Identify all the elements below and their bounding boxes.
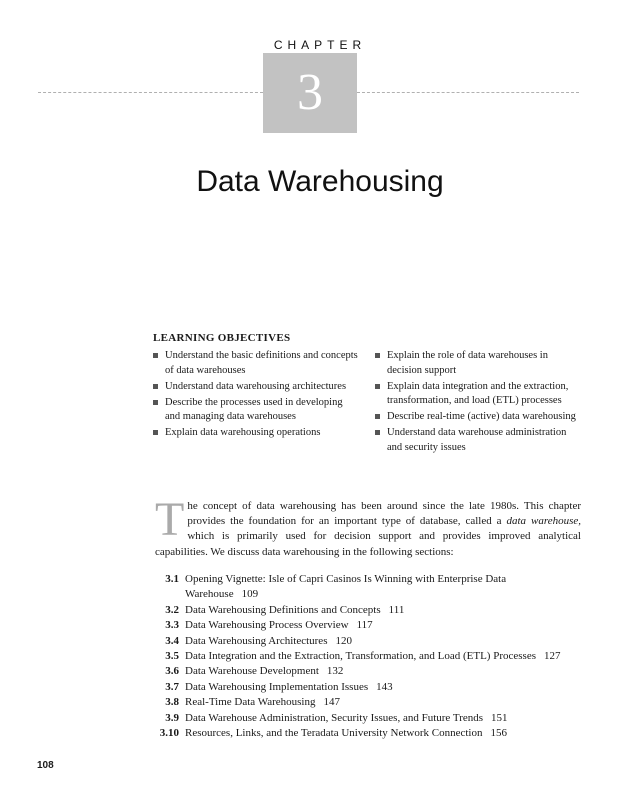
square-bullet-icon <box>153 353 158 358</box>
objective-text: Understand data warehouse administration and security issues <box>387 427 567 453</box>
page-number: 108 <box>37 760 54 771</box>
square-bullet-icon <box>153 384 158 389</box>
intro-text-1: he concept of data warehousing has been around since the late 1980s. This chapter provides the foundation for an important type of database, called a <box>187 500 581 528</box>
toc-entry <box>179 664 580 679</box>
objective-text: Understand data warehousing architectures <box>165 380 347 392</box>
objectives-right-column <box>375 349 580 457</box>
objective-text: Understand the basic definitions and concepts of data warehouses <box>165 350 358 376</box>
toc-page: 109 <box>241 588 259 601</box>
toc-number: 3.8 <box>165 696 179 709</box>
objective-item <box>153 396 358 425</box>
square-bullet-icon <box>153 430 158 435</box>
toc-page: 143 <box>376 680 393 693</box>
toc-title: Opening Vignette: Isle of Capri Casinos Is Winning with Enterprise Data Warehouse <box>185 573 507 601</box>
objective-item <box>375 380 580 409</box>
objectives-heading: LEARNING OBJECTIVES <box>153 332 291 344</box>
toc-page: 147 <box>323 696 340 709</box>
objective-text: Explain the role of data warehouses in decision support <box>387 350 548 376</box>
objectives-left-column <box>153 349 358 442</box>
square-bullet-icon <box>375 353 380 358</box>
toc-number: 3.10 <box>159 727 179 740</box>
objective-item <box>153 380 358 395</box>
objective-text: Describe real-time (active) data warehousing <box>387 411 576 422</box>
section-list <box>140 572 580 741</box>
toc-page: 156 <box>490 727 507 740</box>
toc-page: 111 <box>388 603 405 616</box>
objective-text: Describe the processes used in developing and managing data warehouses <box>165 396 343 422</box>
toc-number: 3.5 <box>165 650 179 663</box>
toc-title: Data Warehouse Development <box>185 665 319 678</box>
square-bullet-icon <box>375 430 380 435</box>
drop-cap: T <box>155 493 185 546</box>
toc-number: 3.1 <box>165 573 179 585</box>
chapter-number: 3 <box>263 53 357 133</box>
divider-left <box>38 92 263 93</box>
toc-entry <box>179 680 580 695</box>
toc-title: Resources, Links, and the Teradata University Network Connection <box>185 727 483 740</box>
square-bullet-icon <box>375 384 380 389</box>
toc-entry <box>179 618 580 633</box>
toc-item <box>140 634 580 649</box>
objective-item <box>375 410 580 425</box>
toc-entry <box>179 603 580 618</box>
toc-item <box>140 603 580 618</box>
toc-item <box>140 695 580 710</box>
chapter-label: CHAPTER <box>273 38 367 52</box>
intro-emphasis: data warehouse, <box>506 515 582 528</box>
toc-number: 3.7 <box>165 680 179 693</box>
toc-title: Data Warehousing Definitions and Concepts <box>185 603 381 616</box>
toc-entry <box>179 695 580 710</box>
toc-entry <box>179 634 580 649</box>
objective-item <box>153 426 358 441</box>
toc-title: Data Warehouse Administration, Security Issues, and Future Trends <box>185 711 484 724</box>
toc-page: 120 <box>335 634 352 647</box>
toc-page: 127 <box>544 650 561 663</box>
toc-page: 132 <box>326 665 344 678</box>
toc-number: 3.3 <box>165 619 179 632</box>
toc-title: Real-Time Data Warehousing <box>185 696 316 709</box>
toc-item <box>140 572 580 603</box>
toc-page: 151 <box>491 711 508 724</box>
toc-entry <box>179 726 580 741</box>
toc-page: 117 <box>356 619 373 632</box>
toc-number: 3.9 <box>165 711 179 724</box>
toc-entry <box>179 572 580 603</box>
divider-right <box>357 92 579 93</box>
intro-text-2: which is primarily used for decision support and provides improved analytical capabilities. We discuss data warehousing in the following sections: <box>155 530 581 558</box>
objective-item <box>375 426 580 455</box>
intro-paragraph <box>155 493 582 560</box>
chapter-title: Data Warehousing <box>196 165 444 198</box>
toc-item <box>140 664 580 679</box>
toc-item <box>140 711 580 726</box>
toc-number: 3.2 <box>165 603 179 616</box>
objective-text: Explain data warehousing operations <box>165 427 321 438</box>
square-bullet-icon <box>153 400 158 405</box>
objective-text: Explain data integration and the extraction, transformation, and load (ETL) processes <box>387 380 569 406</box>
objective-item <box>153 349 358 378</box>
toc-item <box>140 726 580 741</box>
toc-number: 3.4 <box>165 634 179 647</box>
toc-item <box>140 680 580 695</box>
toc-title: Data Warehousing Implementation Issues <box>185 680 369 693</box>
toc-item <box>140 618 580 633</box>
objective-item <box>375 349 580 378</box>
toc-item <box>140 649 580 664</box>
square-bullet-icon <box>375 414 380 419</box>
toc-title: Data Warehousing Architectures <box>185 634 328 647</box>
toc-title: Data Warehousing Process Overview <box>185 619 349 632</box>
toc-entry <box>179 711 580 726</box>
toc-entry <box>179 649 580 664</box>
toc-title: Data Integration and the Extraction, Transformation, and Load (ETL) Processes <box>185 650 536 663</box>
toc-number: 3.6 <box>165 665 179 678</box>
